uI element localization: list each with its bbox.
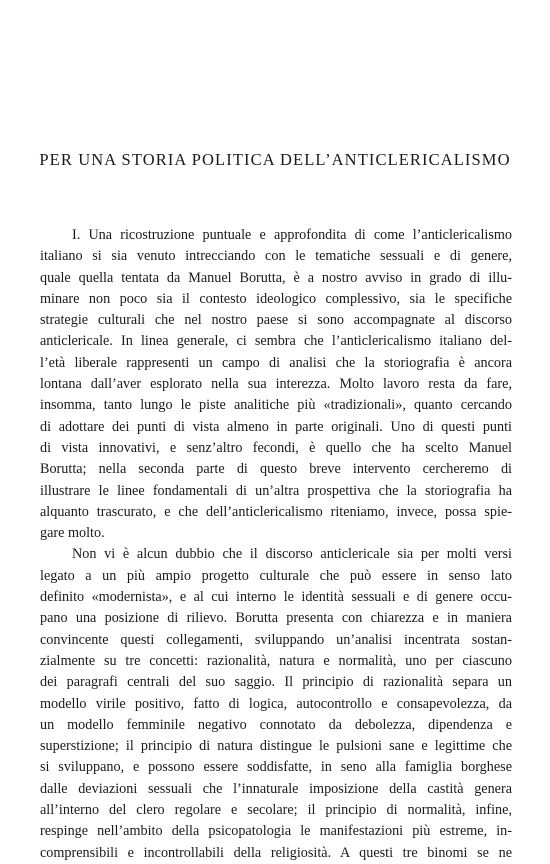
text-line: Borutta; nella seconda parte di questo breve intervento cercheremo di xyxy=(40,461,512,478)
text-line: si sviluppano, e possono essere soddisfatte, in seno alla famiglia borghese xyxy=(40,759,512,776)
paragraph-2 xyxy=(40,544,512,863)
text-line: quale quella tentata da Manuel Borutta, è a nostro avviso in grado di illu- xyxy=(40,269,512,286)
body-text xyxy=(40,225,512,864)
text-line: l’età liberale rappresenti un campo di analisi che la storiografia è ancora xyxy=(40,354,512,371)
text-line: insomma, tanto lungo le piste analitiche più «tradizionali», quanto cercando xyxy=(40,397,512,414)
text-line: Non vi è alcun dubbio che il discorso anticlericale sia per molti versi xyxy=(72,546,512,563)
text-line: italiano si sia venuto intrecciando con le tematiche sessuali e di genere, xyxy=(40,248,512,265)
text-line: di adottare dei punti di vista almeno in parte originali. Uno di questi punti xyxy=(40,418,512,435)
text-line: definito «modernista», e al cui interno le identità sessuali e di genere occu- xyxy=(40,589,512,606)
text-line: un modello femminile negativo connotato da debolezza, dipendenza e xyxy=(40,716,512,733)
text-line: alquanto trascurato, e che dell’anticlericalismo riteniamo, invece, possa spie- xyxy=(40,503,512,520)
text-line: all’interno del clero regolare e secolare; il principio di normalità, infine, xyxy=(40,802,512,819)
page-title: PER UNA STORIA POLITICA DELL’ANTICLERICALISMO xyxy=(39,150,511,169)
text-line: modello virile positivo, fatto di logica, autocontrollo e consapevolezza, da xyxy=(40,695,512,712)
text-line: lontana dall’aver esplorato nella sua interezza. Molto lavoro resta da fare, xyxy=(40,376,512,393)
text-line: dalle deviazioni sessuali che l’innaturale imposizione della castità genera xyxy=(40,780,512,797)
text-line: comprensibili e incontrollabili della religiosità. A questi tre binomi se ne xyxy=(40,844,512,861)
paragraph-1 xyxy=(40,225,512,544)
text-line: I. Una ricostruzione puntuale e approfondita di come l’anticlericalismo xyxy=(72,227,512,243)
text-line: zialmente su tre concetti: razionalità, natura e normalità, uno per ciascuno xyxy=(40,652,512,669)
text-line: respinge nell’ambito della psicopatologia le manifestazioni più estreme, in- xyxy=(40,823,512,840)
text-line: di vista innovativi, e senz’altro fecondi, è quello che ha scelto Manuel xyxy=(40,439,512,456)
text-line: strategie culturali che nel nostro paese si sono accompagnate al discorso xyxy=(40,312,512,329)
text-line: legato a un più ampio progetto culturale che può essere in senso lato xyxy=(40,567,512,584)
text-line: illustrare le linee fondamentali di un’altra prospettiva che la storiografia ha xyxy=(40,482,512,499)
text-line: pano una posizione di rilievo. Borutta presenta con chiarezza e in maniera xyxy=(40,610,512,627)
text-line: dei paragrafi centrali del suo saggio. Il principio di razionalità separa un xyxy=(40,674,512,691)
text-line: anticlericale. In linea generale, ci sembra che l’anticlericalismo italiano del- xyxy=(40,333,512,350)
text-line: gare molto. xyxy=(40,525,105,542)
text-line: superstizione; il principio di natura distingue le pulsioni sane e legittime che xyxy=(40,738,512,755)
text-line: minare non poco sia il contesto ideologico complessivo, sia le specifiche xyxy=(40,290,512,307)
text-line: convincente questi collegamenti, sviluppando un’analisi incentrata sostan- xyxy=(40,631,512,648)
